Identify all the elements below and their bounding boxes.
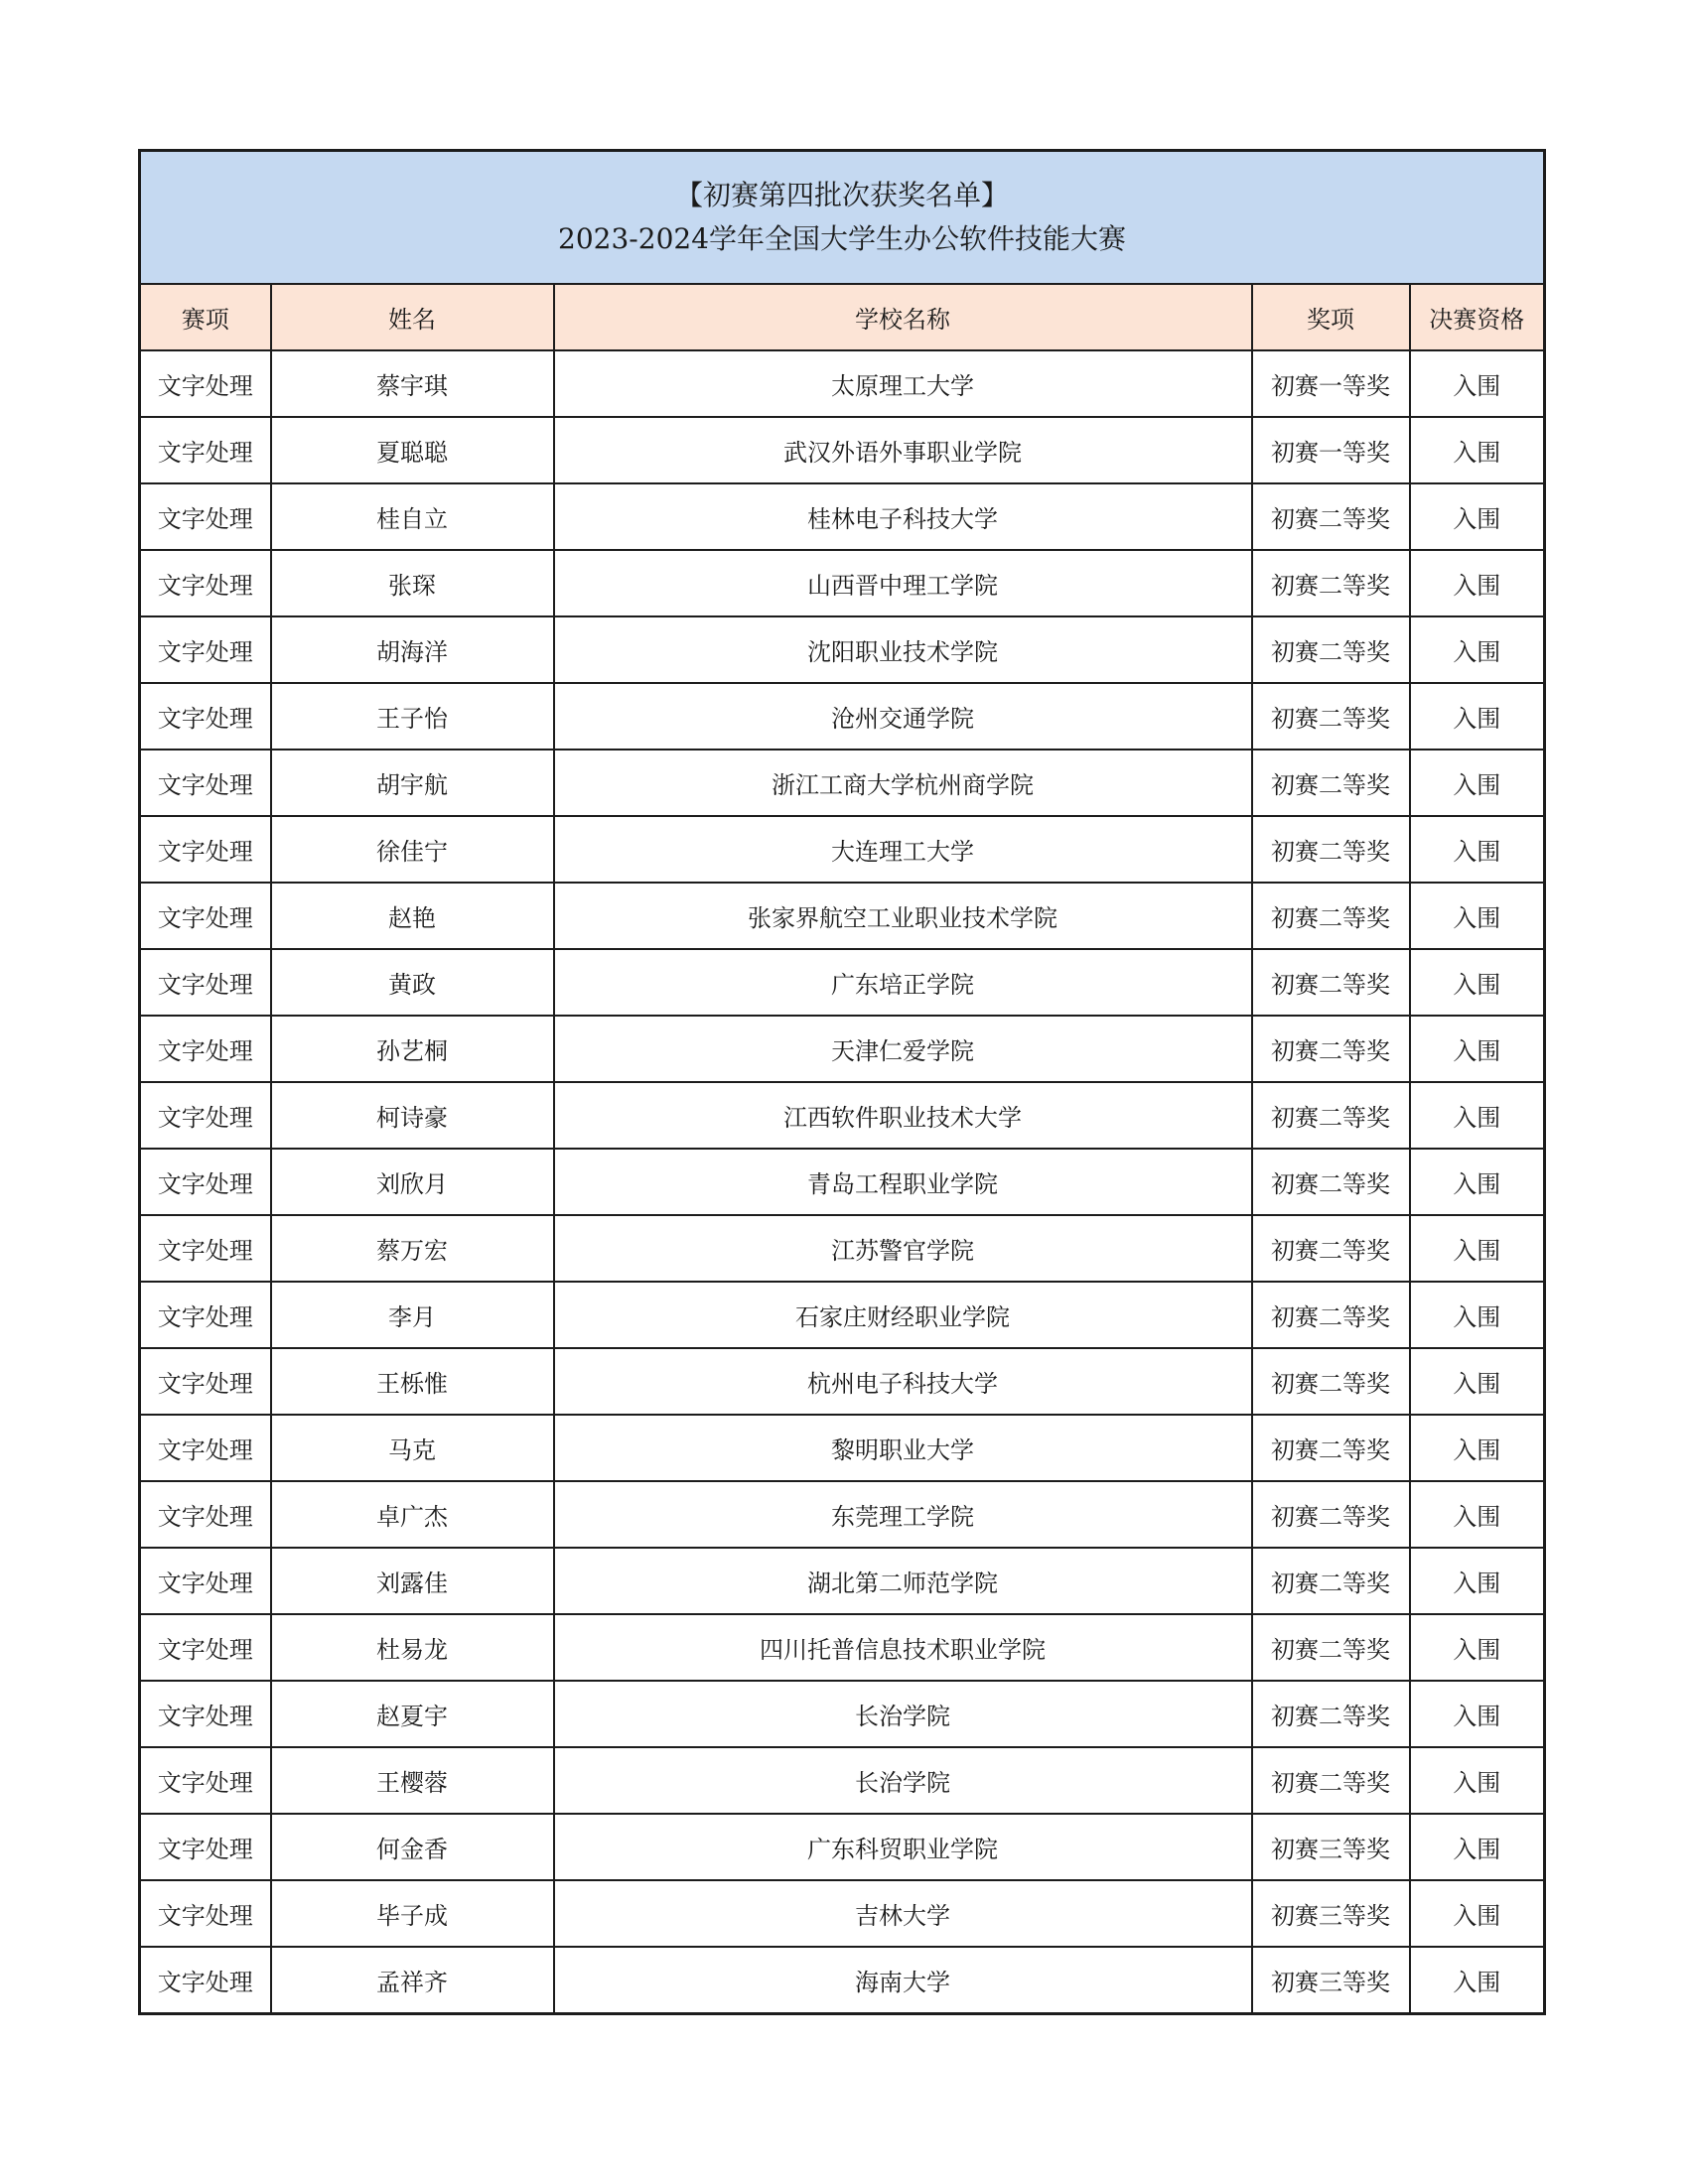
cell-final-qualification: 入围 <box>1410 750 1545 816</box>
title-row <box>140 151 1545 285</box>
table-row <box>140 417 1545 483</box>
cell-event: 文字处理 <box>140 683 271 750</box>
cell-name: 赵夏宇 <box>271 1681 554 1747</box>
cell-school: 张家界航空工业职业技术学院 <box>554 883 1252 949</box>
cell-school: 桂林电子科技大学 <box>554 483 1252 550</box>
cell-award: 初赛二等奖 <box>1252 1016 1410 1082</box>
cell-award: 初赛二等奖 <box>1252 1481 1410 1548</box>
header-row <box>140 284 1545 350</box>
cell-final-qualification: 入围 <box>1410 1548 1545 1614</box>
cell-event: 文字处理 <box>140 949 271 1016</box>
table-row <box>140 1747 1545 1814</box>
cell-school: 沧州交通学院 <box>554 683 1252 750</box>
cell-school: 山西晋中理工学院 <box>554 550 1252 616</box>
cell-award: 初赛二等奖 <box>1252 949 1410 1016</box>
cell-name: 卓广杰 <box>271 1481 554 1548</box>
cell-school: 江西软件职业技术大学 <box>554 1082 1252 1149</box>
column-header-award: 奖项 <box>1252 284 1410 350</box>
cell-award: 初赛一等奖 <box>1252 350 1410 417</box>
cell-event: 文字处理 <box>140 1880 271 1947</box>
cell-event: 文字处理 <box>140 1348 271 1415</box>
cell-final-qualification: 入围 <box>1410 550 1545 616</box>
table-row <box>140 1614 1545 1681</box>
cell-event: 文字处理 <box>140 1016 271 1082</box>
cell-event: 文字处理 <box>140 883 271 949</box>
table-row <box>140 483 1545 550</box>
cell-final-qualification: 入围 <box>1410 1481 1545 1548</box>
cell-name: 蔡宇琪 <box>271 350 554 417</box>
cell-name: 胡宇航 <box>271 750 554 816</box>
table-row <box>140 550 1545 616</box>
cell-school: 广东科贸职业学院 <box>554 1814 1252 1880</box>
cell-event: 文字处理 <box>140 1681 271 1747</box>
cell-school: 石家庄财经职业学院 <box>554 1282 1252 1348</box>
table-row <box>140 1481 1545 1548</box>
cell-name: 孟祥齐 <box>271 1947 554 2014</box>
cell-final-qualification: 入围 <box>1410 1149 1545 1215</box>
column-header-school: 学校名称 <box>554 284 1252 350</box>
award-list-table <box>138 149 1546 2015</box>
cell-award: 初赛二等奖 <box>1252 550 1410 616</box>
table-row <box>140 1149 1545 1215</box>
cell-event: 文字处理 <box>140 1481 271 1548</box>
cell-school: 杭州电子科技大学 <box>554 1348 1252 1415</box>
cell-school: 天津仁爱学院 <box>554 1016 1252 1082</box>
cell-school: 海南大学 <box>554 1947 1252 2014</box>
cell-name: 何金香 <box>271 1814 554 1880</box>
table-row <box>140 1415 1545 1481</box>
cell-final-qualification: 入围 <box>1410 683 1545 750</box>
cell-final-qualification: 入围 <box>1410 1215 1545 1282</box>
cell-name: 马克 <box>271 1415 554 1481</box>
cell-event: 文字处理 <box>140 483 271 550</box>
cell-final-qualification: 入围 <box>1410 949 1545 1016</box>
cell-final-qualification: 入围 <box>1410 417 1545 483</box>
cell-school: 太原理工大学 <box>554 350 1252 417</box>
cell-name: 夏聪聪 <box>271 417 554 483</box>
cell-award: 初赛二等奖 <box>1252 1548 1410 1614</box>
table-row <box>140 1947 1545 2014</box>
cell-final-qualification: 入围 <box>1410 1814 1545 1880</box>
cell-school: 四川托普信息技术职业学院 <box>554 1614 1252 1681</box>
cell-award: 初赛二等奖 <box>1252 1681 1410 1747</box>
cell-award: 初赛二等奖 <box>1252 1747 1410 1814</box>
title-line-2: 2023-2024学年全国大学生办公软件技能大赛 <box>558 222 1127 255</box>
cell-award: 初赛三等奖 <box>1252 1814 1410 1880</box>
table-title <box>140 151 1545 285</box>
cell-final-qualification: 入围 <box>1410 1947 1545 2014</box>
cell-name: 徐佳宁 <box>271 816 554 883</box>
cell-event: 文字处理 <box>140 1614 271 1681</box>
table-row <box>140 1814 1545 1880</box>
table-row <box>140 949 1545 1016</box>
cell-award: 初赛二等奖 <box>1252 1282 1410 1348</box>
cell-award: 初赛二等奖 <box>1252 1415 1410 1481</box>
column-header-event: 赛项 <box>140 284 271 350</box>
cell-event: 文字处理 <box>140 616 271 683</box>
cell-name: 毕子成 <box>271 1880 554 1947</box>
cell-award: 初赛三等奖 <box>1252 1947 1410 2014</box>
cell-name: 孙艺桐 <box>271 1016 554 1082</box>
cell-event: 文字处理 <box>140 1149 271 1215</box>
cell-award: 初赛二等奖 <box>1252 616 1410 683</box>
cell-award: 初赛二等奖 <box>1252 1149 1410 1215</box>
cell-award: 初赛一等奖 <box>1252 417 1410 483</box>
table-row <box>140 816 1545 883</box>
table-row <box>140 350 1545 417</box>
cell-final-qualification: 入围 <box>1410 1747 1545 1814</box>
cell-school: 湖北第二师范学院 <box>554 1548 1252 1614</box>
cell-final-qualification: 入围 <box>1410 1082 1545 1149</box>
table-row <box>140 1282 1545 1348</box>
cell-event: 文字处理 <box>140 550 271 616</box>
cell-final-qualification: 入围 <box>1410 483 1545 550</box>
cell-school: 长治学院 <box>554 1747 1252 1814</box>
cell-final-qualification: 入围 <box>1410 616 1545 683</box>
cell-name: 王樱蓉 <box>271 1747 554 1814</box>
table-row <box>140 1082 1545 1149</box>
cell-event: 文字处理 <box>140 750 271 816</box>
table-row <box>140 1681 1545 1747</box>
column-header-name: 姓名 <box>271 284 554 350</box>
cell-final-qualification: 入围 <box>1410 1016 1545 1082</box>
cell-name: 蔡万宏 <box>271 1215 554 1282</box>
table-row <box>140 1880 1545 1947</box>
column-header-final-qualification: 决赛资格 <box>1410 284 1545 350</box>
cell-event: 文字处理 <box>140 1814 271 1880</box>
table-row <box>140 1548 1545 1614</box>
cell-school: 沈阳职业技术学院 <box>554 616 1252 683</box>
cell-award: 初赛二等奖 <box>1252 1348 1410 1415</box>
cell-school: 东莞理工学院 <box>554 1481 1252 1548</box>
cell-name: 李月 <box>271 1282 554 1348</box>
table-row <box>140 1215 1545 1282</box>
table-row <box>140 750 1545 816</box>
cell-event: 文字处理 <box>140 1082 271 1149</box>
cell-final-qualification: 入围 <box>1410 1282 1545 1348</box>
cell-final-qualification: 入围 <box>1410 816 1545 883</box>
cell-event: 文字处理 <box>140 1947 271 2014</box>
table-row <box>140 1348 1545 1415</box>
cell-school: 江苏警官学院 <box>554 1215 1252 1282</box>
table-row <box>140 883 1545 949</box>
cell-event: 文字处理 <box>140 1215 271 1282</box>
cell-school: 黎明职业大学 <box>554 1415 1252 1481</box>
table-row <box>140 616 1545 683</box>
cell-name: 桂自立 <box>271 483 554 550</box>
cell-name: 胡海洋 <box>271 616 554 683</box>
table-body <box>140 350 1545 2014</box>
cell-final-qualification: 入围 <box>1410 1614 1545 1681</box>
cell-final-qualification: 入围 <box>1410 1880 1545 1947</box>
cell-final-qualification: 入围 <box>1410 883 1545 949</box>
cell-award: 初赛二等奖 <box>1252 1614 1410 1681</box>
cell-award: 初赛二等奖 <box>1252 883 1410 949</box>
cell-school: 长治学院 <box>554 1681 1252 1747</box>
cell-name: 杜易龙 <box>271 1614 554 1681</box>
cell-final-qualification: 入围 <box>1410 1415 1545 1481</box>
cell-event: 文字处理 <box>140 1548 271 1614</box>
cell-final-qualification: 入围 <box>1410 1681 1545 1747</box>
cell-event: 文字处理 <box>140 1282 271 1348</box>
cell-name: 刘露佳 <box>271 1548 554 1614</box>
cell-school: 浙江工商大学杭州商学院 <box>554 750 1252 816</box>
cell-name: 刘欣月 <box>271 1149 554 1215</box>
cell-event: 文字处理 <box>140 1747 271 1814</box>
cell-name: 赵艳 <box>271 883 554 949</box>
cell-name: 王子怡 <box>271 683 554 750</box>
cell-school: 武汉外语外事职业学院 <box>554 417 1252 483</box>
cell-award: 初赛二等奖 <box>1252 816 1410 883</box>
title-line-1: 【初赛第四批次获奖名单】 <box>675 179 1010 211</box>
cell-event: 文字处理 <box>140 350 271 417</box>
cell-award: 初赛三等奖 <box>1252 1880 1410 1947</box>
cell-final-qualification: 入围 <box>1410 350 1545 417</box>
cell-school: 广东培正学院 <box>554 949 1252 1016</box>
cell-school: 吉林大学 <box>554 1880 1252 1947</box>
cell-name: 王栎惟 <box>271 1348 554 1415</box>
cell-school: 大连理工大学 <box>554 816 1252 883</box>
cell-award: 初赛二等奖 <box>1252 1215 1410 1282</box>
cell-award: 初赛二等奖 <box>1252 483 1410 550</box>
table-row <box>140 683 1545 750</box>
cell-school: 青岛工程职业学院 <box>554 1149 1252 1215</box>
cell-event: 文字处理 <box>140 816 271 883</box>
cell-name: 黄政 <box>271 949 554 1016</box>
cell-award: 初赛二等奖 <box>1252 750 1410 816</box>
cell-final-qualification: 入围 <box>1410 1348 1545 1415</box>
cell-award: 初赛二等奖 <box>1252 1082 1410 1149</box>
cell-award: 初赛二等奖 <box>1252 683 1410 750</box>
table-row <box>140 1016 1545 1082</box>
cell-name: 柯诗豪 <box>271 1082 554 1149</box>
cell-event: 文字处理 <box>140 417 271 483</box>
cell-name: 张琛 <box>271 550 554 616</box>
cell-event: 文字处理 <box>140 1415 271 1481</box>
